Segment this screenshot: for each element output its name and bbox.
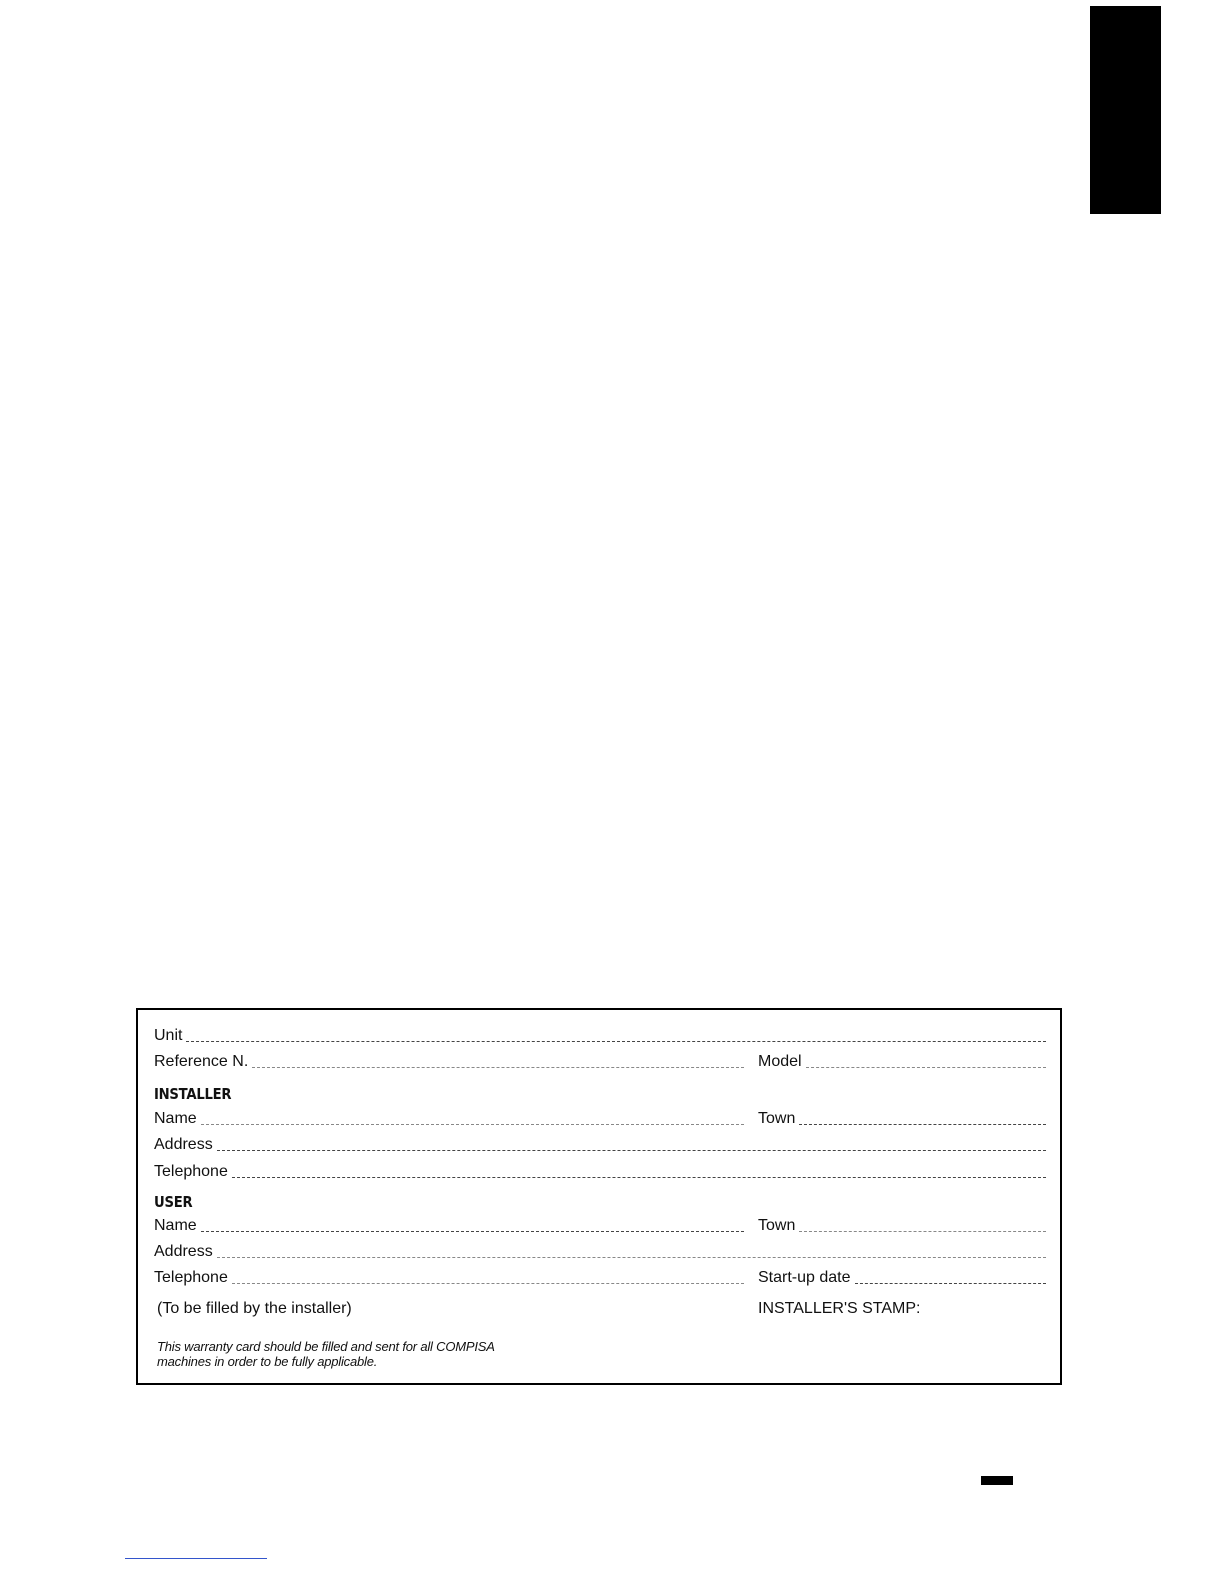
user-name-row (154, 1214, 1046, 1236)
user-name-field[interactable] (201, 1231, 744, 1232)
startup-date-label: Start-up date (758, 1269, 851, 1286)
user-name-label: Name (154, 1217, 197, 1234)
installer-town-field[interactable] (799, 1124, 1046, 1125)
model-label: Model (758, 1053, 802, 1070)
model-field[interactable] (806, 1067, 1046, 1068)
disclaimer-line-1: This warranty card should be filled and sent for all COMPISA (157, 1339, 495, 1354)
unit-field[interactable] (186, 1041, 1046, 1042)
user-telephone-field[interactable] (232, 1283, 744, 1284)
installer-telephone-label: Telephone (154, 1163, 228, 1180)
fill-note: (To be filled by the installer) (157, 1300, 352, 1317)
installer-telephone-field[interactable] (232, 1177, 1046, 1178)
disclaimer-line-2: machines in order to be fully applicable. (157, 1354, 378, 1369)
user-heading: USER (154, 1193, 193, 1211)
installer-telephone-row (154, 1160, 1046, 1182)
footer-rule (125, 1558, 267, 1559)
unit-label: Unit (154, 1027, 183, 1044)
section-edge-tab (1090, 6, 1161, 214)
page-marker (981, 1476, 1013, 1485)
installer-address-row (154, 1133, 1046, 1155)
user-town-field[interactable] (799, 1231, 1046, 1232)
installer-address-field[interactable] (217, 1150, 1046, 1151)
user-address-row (154, 1240, 1046, 1262)
installer-name-field[interactable] (201, 1124, 744, 1125)
installer-stamp-label: INSTALLER'S STAMP: (758, 1300, 921, 1317)
installer-town-label: Town (758, 1110, 796, 1127)
user-address-label: Address (154, 1243, 213, 1260)
warranty-card (136, 1008, 1062, 1385)
user-address-field[interactable] (217, 1257, 1046, 1258)
reference-row (154, 1050, 1046, 1072)
user-town-label: Town (758, 1217, 796, 1234)
installer-heading: INSTALLER (154, 1085, 232, 1103)
reference-field[interactable] (252, 1067, 744, 1068)
reference-label: Reference N. (154, 1053, 249, 1070)
warranty-disclaimer (157, 1339, 537, 1369)
startup-date-field[interactable] (855, 1283, 1047, 1284)
unit-row (154, 1024, 1046, 1046)
user-telephone-label: Telephone (154, 1269, 228, 1286)
installer-name-label: Name (154, 1110, 197, 1127)
user-telephone-row (154, 1266, 1046, 1288)
installer-name-row (154, 1107, 1046, 1129)
installer-address-label: Address (154, 1136, 213, 1153)
